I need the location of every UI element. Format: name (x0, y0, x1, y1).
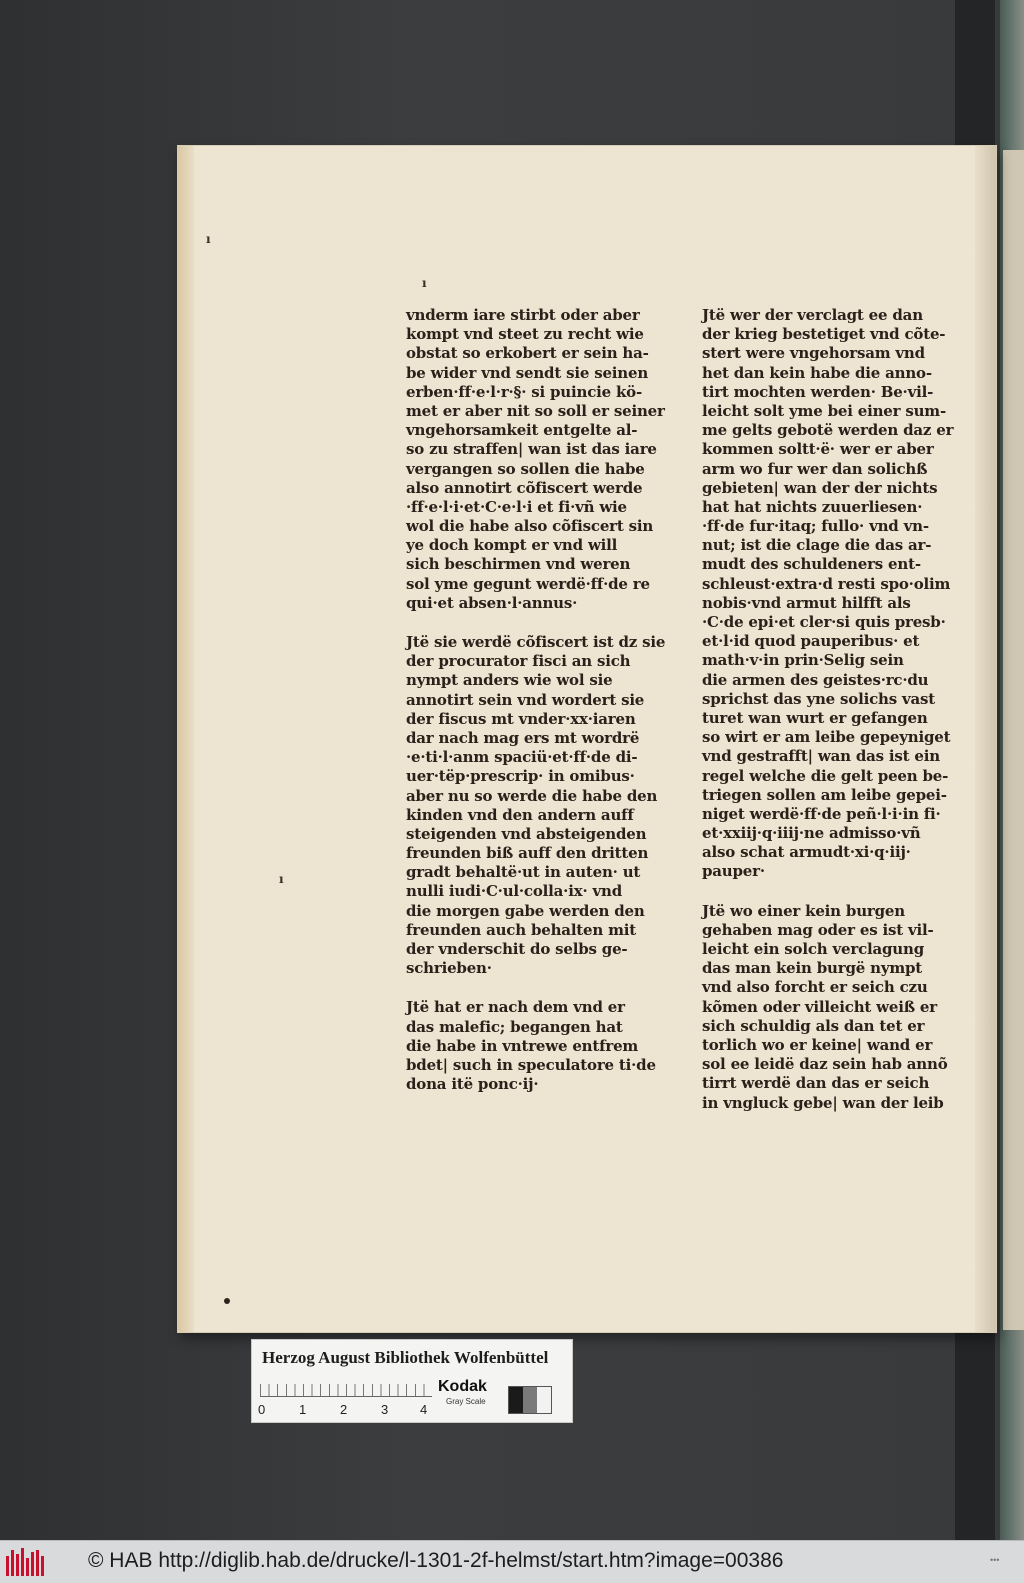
text-line: vnd also forcht er seich czu (702, 978, 928, 997)
text-line: Jtë hat er nach dem vnd er (406, 998, 625, 1017)
margin-mark: ı (279, 872, 284, 886)
text-line: met er aber nit so soll er seiner (406, 401, 665, 420)
text-line: die morgen gabe werden den (406, 901, 645, 920)
text-line: so zu straffen| wan ist das iare (406, 440, 657, 459)
scale-number: 3 (381, 1402, 389, 1417)
gray-swatch (537, 1387, 551, 1413)
footer-dots-icon: ••• (990, 1555, 1000, 1565)
logo-bar (26, 1558, 29, 1576)
text-line: nobis·vnd armut hilfft als (702, 593, 911, 612)
kodak-subtitle: Gray Scale (446, 1397, 486, 1406)
text-line: kompt vnd steet zu recht wie (406, 325, 644, 344)
text-line: nulli iudi·C·ul·colla·ix· vnd (406, 882, 622, 901)
text-line: Jtë wer der verclagt ee dan (702, 306, 923, 324)
text-line: gradt behaltë·ut in auten· ut (406, 863, 641, 882)
text-line: Jtë wo einer kein burgen (702, 901, 905, 920)
text-line: aber nu so werde die habe den (406, 786, 658, 805)
text-line: hat hat nichts zuuerliesen· (702, 497, 923, 516)
text-line: die habe in vntrewe entfrem (406, 1036, 639, 1055)
kodak-logo: Kodak (438, 1378, 487, 1395)
institution-label: Herzog August Bibliothek Wolfenbüttel (262, 1348, 549, 1367)
gray-swatch (509, 1387, 523, 1413)
paragraph-gap (406, 978, 644, 998)
footer-bar (0, 1540, 1024, 1583)
text-line: dona itë ponc·ij· (406, 1075, 539, 1094)
text-line: tirrt werdë dan das er seich (702, 1074, 930, 1093)
text-line: wol die habe also cõfiscert sin (406, 517, 654, 536)
text-line: nympt anders wie wol sie (406, 671, 613, 690)
text-line: sol yme gegunt werdë·ff·de re (406, 574, 650, 593)
text-line: qui·et absen·l·annus· (406, 593, 578, 612)
text-line: die armen des geistes·rc·du (702, 670, 929, 689)
text-line: der procurator fisci an sich (406, 652, 631, 671)
logo-bar (36, 1550, 39, 1576)
text-line: sich beschirmen vnd weren (406, 555, 631, 574)
text-line: freunden auch behalten mit (406, 920, 637, 939)
scale-number: 1 (299, 1402, 307, 1417)
text-line: steigenden vnd absteigenden (406, 824, 647, 843)
text-line: ye doch kompt er vnd will (406, 536, 618, 555)
text-line: ·ff·e·l·i·et·C·e·l·i et fi·vñ wie (406, 497, 627, 516)
text-line: nut; ist die clage die das ar- (702, 536, 932, 555)
text-line: Jtë sie werdë cõfiscert ist dz sie (406, 633, 666, 651)
logo-bar (41, 1556, 44, 1576)
text-line: gehaben mag oder es ist vil- (702, 920, 934, 939)
text-line: ·ff·de fur·itaq; fullo· vnd vn- (702, 517, 929, 536)
text-line: schleust·extra·d resti spo·olim (702, 574, 951, 593)
margin-mark: ı (206, 232, 211, 246)
text-line: der fiscus mt vnder·xx·iaren (406, 709, 636, 728)
ink-spot (224, 1298, 230, 1304)
text-line: sich schuldig als dan tet er (702, 1016, 925, 1035)
hab-logo-icon (6, 1548, 48, 1576)
text-line: et·xxiij·q·iiij·ne admisso·vñ (702, 824, 921, 843)
logo-bar (21, 1548, 24, 1576)
text-line: pauper· (702, 862, 765, 881)
scale-ruler (260, 1376, 432, 1397)
logo-bar (6, 1556, 9, 1576)
text-line: ·e·ti·l·anm spaciü·et·ff·de di- (406, 748, 638, 767)
text-line: der krieg bestetiget vnd cõte- (702, 325, 946, 344)
text-line: math·v·in prin·Selig sein (702, 651, 904, 670)
text-line: sol ee leidë daz sein hab annõ (702, 1055, 948, 1074)
text-line: in vngluck gebe| wan der leib (702, 1093, 944, 1112)
text-line: niget werdë·ff·de peñ·l·i·in fi· (702, 804, 941, 823)
text-line: bdet| such in speculatore ti·de (406, 1055, 656, 1074)
text-line: torlich wo er keine| wand er (702, 1035, 933, 1054)
text-line: der vnderschit do selbs ge- (406, 940, 628, 958)
text-line: also schat armudt·xi·q·iij· (702, 843, 911, 862)
calibration-card (251, 1339, 573, 1423)
text-line: vngehorsamkeit entgelte al- (406, 421, 638, 440)
footer-copyright-link[interactable]: © HAB http://diglib.hab.de/drucke/l-1301-2f-helmst/start.htm?image=00386 (88, 1549, 784, 1572)
text-line: erben·ff·e·l·r·§· si puincie kö- (406, 382, 643, 401)
scale-number: 4 (420, 1402, 428, 1417)
text-line: ·C·de epi·et cler·si quis presb· (702, 613, 946, 631)
text-line: dar nach mag ers mt wordrë (406, 728, 640, 747)
text-line: leicht ein solch verclagung (702, 940, 925, 958)
gray-scale-swatches (508, 1386, 552, 1414)
text-line: mudt des schuldeners ent- (702, 555, 921, 574)
text-line: also annotirt cõfiscert werde (406, 478, 643, 497)
text-line: arm wo fur wer dan solichß (702, 459, 928, 478)
text-line: turet wan wurt er gefangen (702, 708, 928, 727)
text-line: so wirt er am leibe gepeyniget (702, 728, 951, 747)
text-line: gebieten| wan der der nichts (702, 478, 938, 497)
text-line: sprichst das yne solichs vast (702, 689, 935, 708)
page-fore-edge (178, 146, 194, 1332)
text-line: uer·tëp·prescrip· in omibus· (406, 767, 635, 786)
facing-page-edge (1003, 150, 1024, 1330)
text-column-right (702, 306, 954, 1113)
margin-mark: ı (422, 276, 427, 290)
scale-number: 2 (340, 1402, 348, 1417)
page-gutter (975, 146, 996, 1332)
logo-bar (11, 1550, 14, 1576)
text-line: kommen soltt·ë· wer er aber (702, 440, 934, 459)
text-line: vergangen so sollen die habe (406, 459, 645, 478)
text-line: annotirt sein vnd wordert sie (406, 690, 645, 709)
text-line: vnderm iare stirbt oder aber (406, 306, 640, 324)
scale-number: 0 (258, 1402, 266, 1417)
text-line: schrieben· (406, 959, 492, 978)
text-line: me gelts gebotë werden daz er (702, 421, 954, 440)
paragraph-gap (702, 882, 938, 902)
text-line: das malefic; begangen hat (406, 1017, 623, 1036)
logo-bar (16, 1554, 19, 1576)
text-line: regel welche die gelt peen be- (702, 766, 949, 785)
text-line: vnd gestrafft| wan das ist ein (702, 747, 940, 766)
text-line: obstat so erkobert er sein ha- (406, 344, 649, 363)
text-line: leicht solt yme bei einer sum- (702, 401, 946, 420)
gray-swatch (523, 1387, 537, 1413)
text-line: freunden biß auff den dritten (406, 844, 649, 863)
text-line: tirt mochten werden· Be·vil- (702, 382, 934, 401)
text-line: et·l·id quod pauperibus· et (702, 632, 920, 651)
text-column-left (406, 306, 666, 1094)
text-line: stert were vngehorsam vnd (702, 344, 925, 363)
text-line: triegen sollen am leibe gepei- (702, 785, 947, 804)
paragraph-gap (406, 613, 644, 633)
text-line: das man kein burgë nympt (702, 959, 923, 978)
text-line: be wider vnd sendt sie seinen (406, 363, 649, 382)
logo-bar (31, 1552, 34, 1576)
text-line: kinden vnd den andern auff (406, 805, 634, 824)
text-line: kõmen oder villeicht weiß er (702, 997, 937, 1016)
text-line: het dan kein habe die anno- (702, 363, 932, 382)
